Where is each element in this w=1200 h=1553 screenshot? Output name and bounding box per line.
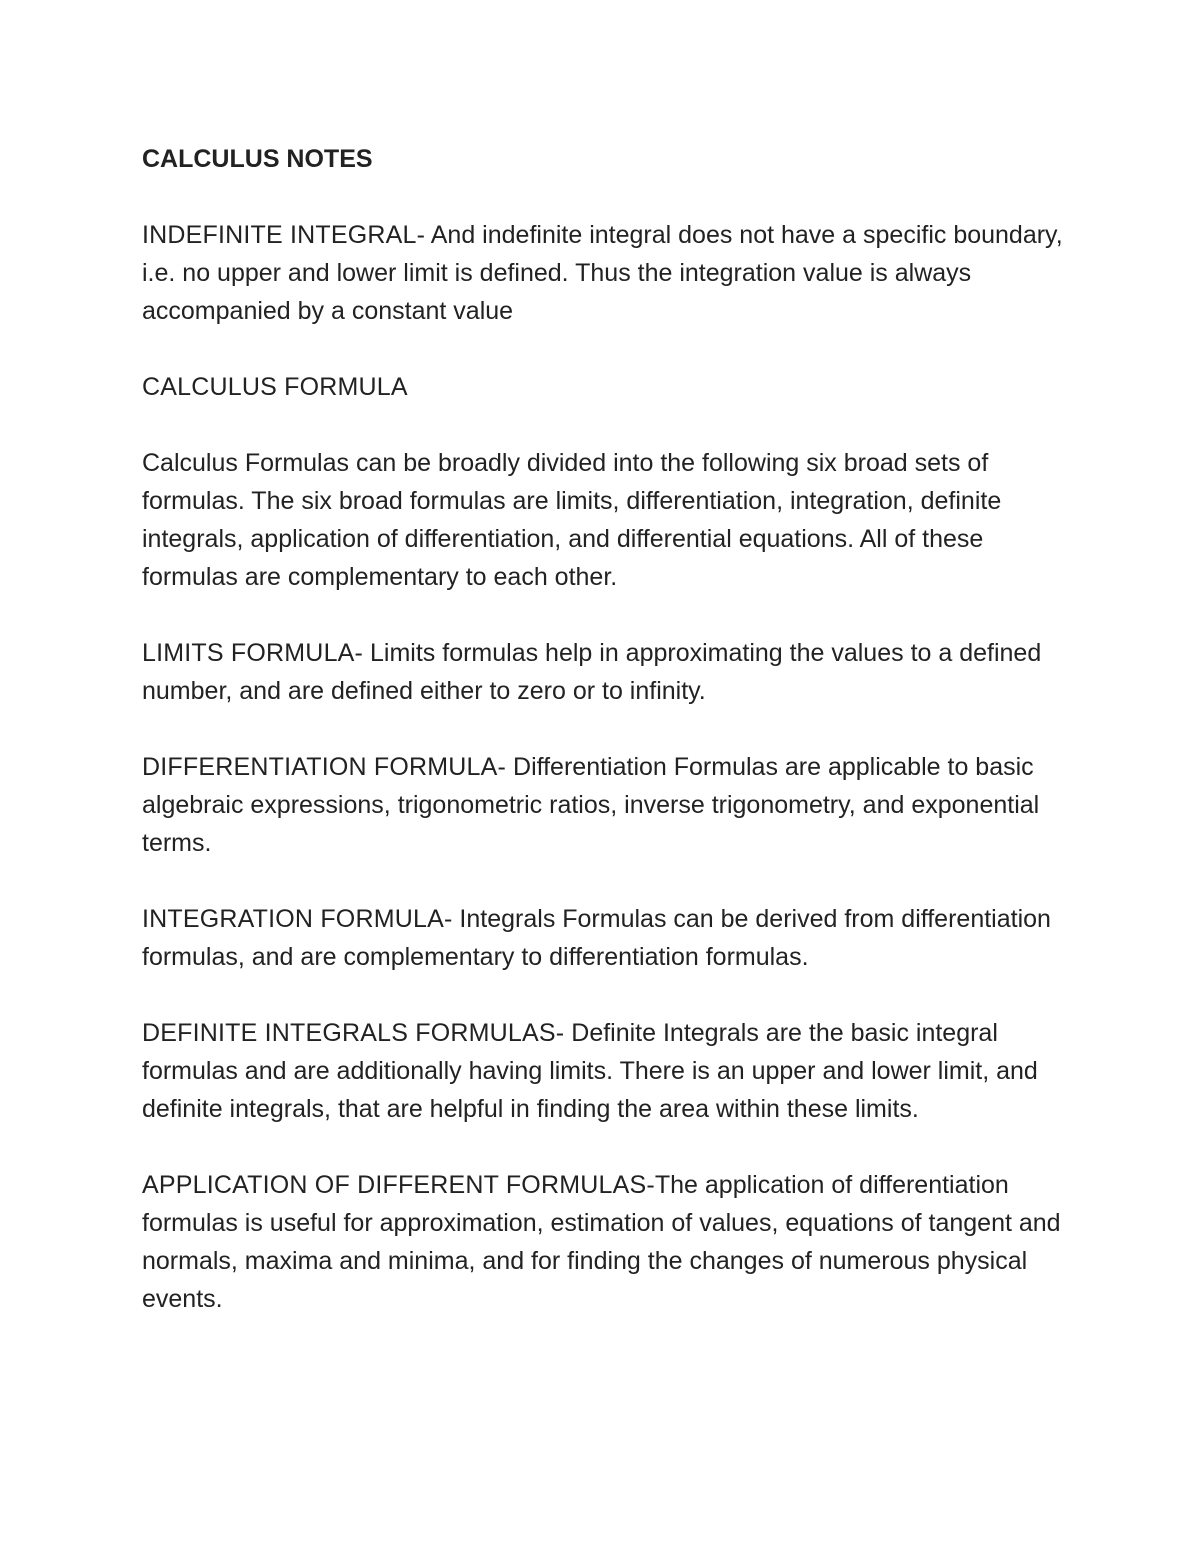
section-body: The application of differentiation formulas is useful for approximation, estimation of values, equations of tangent and normals, maxima and minima, and for finding the changes of numerous physical events.	[142, 1171, 1061, 1313]
paragraph-integration-formula	[142, 900, 1072, 976]
document-content	[142, 140, 1072, 1356]
section-heading: INDEFINITE INTEGRAL-	[142, 221, 426, 249]
paragraph-limits-formula	[142, 634, 1072, 710]
section-body: Integrals Formulas can be derived from differentiation formulas, and are complementary to differentiation formulas.	[142, 905, 1051, 971]
paragraph-calculus-overview	[142, 444, 1072, 596]
section-heading: APPLICATION OF DIFFERENT FORMULAS-	[142, 1171, 655, 1199]
section-body: Limits formulas help in approximating the values to a defined number, and are defined either to zero or to infinity.	[142, 639, 1042, 705]
section-heading: DEFINITE INTEGRALS FORMULAS-	[142, 1019, 565, 1047]
document-title: CALCULUS NOTES	[142, 145, 373, 173]
paragraph-calculus-formula	[142, 368, 1072, 406]
section-heading: LIMITS FORMULA-	[142, 639, 364, 667]
section-body: Definite Integrals are the basic integral formulas and are additionally having limits. There is an upper and lower limit, and definite integrals, that are helpful in finding the area within these limits.	[142, 1019, 1038, 1123]
paragraph-indefinite-integral	[142, 216, 1072, 330]
section-body: And indefinite integral does not have a specific boundary, i.e. no upper and lower limit is defined. Thus the integration value is always accompanied by a constant value	[142, 221, 1063, 325]
section-body: Differentiation Formulas are applicable to basic algebraic expressions, trigonometric ratios, inverse trigonometry, and exponential terms.	[142, 753, 1040, 857]
paragraph-definite-integrals-formulas	[142, 1014, 1072, 1128]
section-heading: CALCULUS FORMULA	[142, 373, 408, 401]
section-heading: DIFFERENTIATION FORMULA-	[142, 753, 507, 781]
paragraph-application-formulas	[142, 1166, 1072, 1318]
paragraph-differentiation-formula	[142, 748, 1072, 862]
section-heading: INTEGRATION FORMULA-	[142, 905, 453, 933]
section-body: Calculus Formulas can be broadly divided into the following six broad sets of formulas. The six broad formulas are limits, differentiation, integration, definite integrals, application of differentiation, and differential equations. All of these formulas are complementary to each other.	[142, 449, 1002, 591]
